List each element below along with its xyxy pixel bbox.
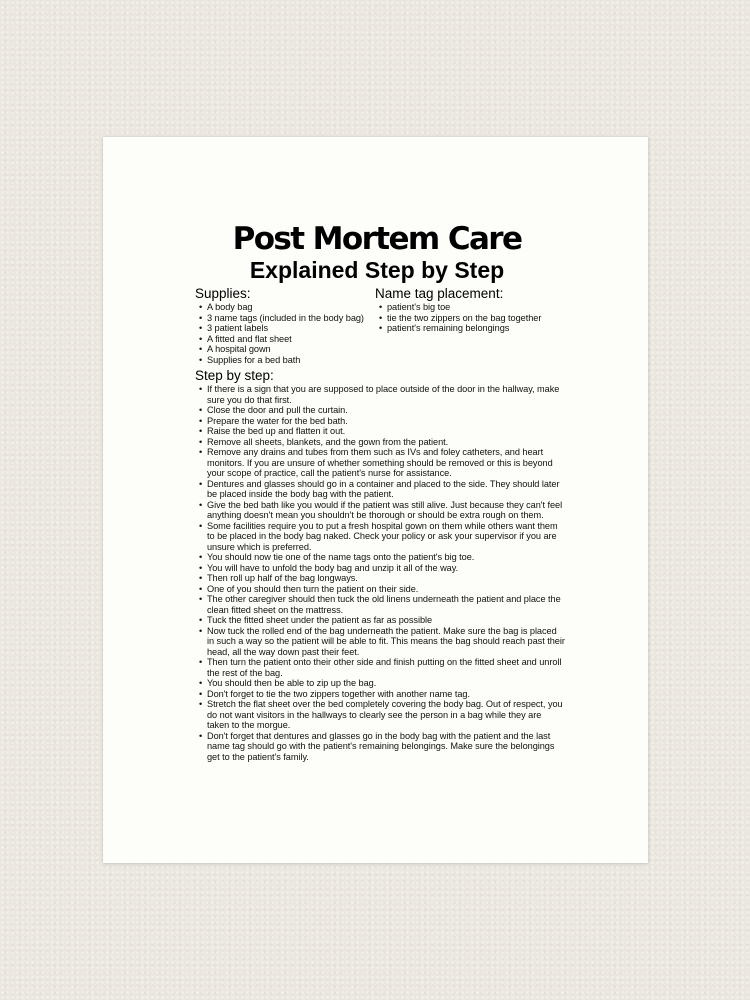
poster-print xyxy=(103,137,648,863)
step-item: • Give the bed bath like you would if the patient was still alive. Just because they can't feel anything doesn't mean you shouldn't be thorough or should be extra rough on them. xyxy=(195,500,565,521)
supply-item: • A body bag xyxy=(195,302,375,313)
supplies-heading: Supplies: xyxy=(195,286,251,301)
poster-content xyxy=(195,221,565,762)
steps-heading: Step by step: xyxy=(195,368,274,383)
step-item: • Dentures and glasses should go in a container and placed to the side. They should later be placed inside the body bag with the patient. xyxy=(195,479,565,500)
step-item: • Remove all sheets, blankets, and the gown from the patient. xyxy=(195,437,565,448)
step-item: • Some facilities require you to put a fresh hospital gown on them while others want them to be placed in the body bag naked. Check your policy or ask your supervisor if you are unsure which is preferred. xyxy=(195,521,565,553)
step-item: • Remove any drains and tubes from them such as IVs and foley catheters, and heart monitors. If you are unsure of whether something should be removed or this is beyond your scope of practice, call the patient's nurse for assistance. xyxy=(195,447,565,479)
step-item: • Now tuck the rolled end of the bag underneath the patient. Make sure the bag is placed in such a way so the patient will be able to fit. This means the bag should reach past their head, all the way down past their feet. xyxy=(195,626,565,658)
step-item: • You should then be able to zip up the bag. xyxy=(195,678,565,689)
step-item: • The other caregiver should then tuck the old linens underneath the patient and place the clean fitted sheet on the mattress. xyxy=(195,594,565,615)
step-item: • You will have to unfold the body bag and unzip it all of the way. xyxy=(195,563,565,574)
supplies-section xyxy=(195,287,375,365)
step-item: • Tuck the fitted sheet under the patient as far as possible xyxy=(195,615,565,626)
poster-subtitle: Explained Step by Step xyxy=(249,257,505,283)
info-columns xyxy=(195,287,565,365)
supply-item: • A fitted and flat sheet xyxy=(195,334,375,345)
step-item: • If there is a sign that you are supposed to place outside of the door in the hallway, make sure you do that first. xyxy=(195,384,565,405)
steps-list xyxy=(195,384,565,762)
supply-item: • 3 patient labels xyxy=(195,323,375,334)
poster-title: Post Mortem Care xyxy=(232,221,522,257)
name-tag-item: • patient's remaining belongings xyxy=(375,323,565,334)
name-tag-item: • tie the two zippers on the bag together xyxy=(375,313,565,324)
step-item: • Don't forget that dentures and glasses go in the body bag with the patient and the last name tag should go with the patient's remaining belongings. Make sure the belongings get to the patient's family. xyxy=(195,731,565,763)
step-item: • Stretch the flat sheet over the bed completely covering the body bag. Out of respect, you do not want visitors in the hallways to clearly see the person in a bag while they are taken to the morgue. xyxy=(195,699,565,731)
step-item: • You should now tie one of the name tags onto the patient's big toe. xyxy=(195,552,565,563)
supply-item: • Supplies for a bed bath xyxy=(195,355,375,366)
step-item: • Then roll up half of the bag longways. xyxy=(195,573,565,584)
step-item: • Close the door and pull the curtain. xyxy=(195,405,565,416)
step-item: • Don't forget to tie the two zippers together with another name tag. xyxy=(195,689,565,700)
supply-item: • 3 name tags (included in the body bag) xyxy=(195,313,375,324)
step-item: • Then turn the patient onto their other side and finish putting on the fitted sheet and unroll the rest of the bag. xyxy=(195,657,565,678)
step-item: • One of you should then turn the patient on their side. xyxy=(195,584,565,595)
name-tag-section xyxy=(375,287,565,365)
name-tag-item: • patient's big toe xyxy=(375,302,565,313)
supply-item: • A hospital gown xyxy=(195,344,375,355)
step-item: • Raise the bed up and flatten it out. xyxy=(195,426,565,437)
name-tag-list xyxy=(375,302,565,334)
supplies-list xyxy=(195,302,375,365)
step-item: • Prepare the water for the bed bath. xyxy=(195,416,565,427)
name-tag-heading: Name tag placement: xyxy=(375,286,504,301)
